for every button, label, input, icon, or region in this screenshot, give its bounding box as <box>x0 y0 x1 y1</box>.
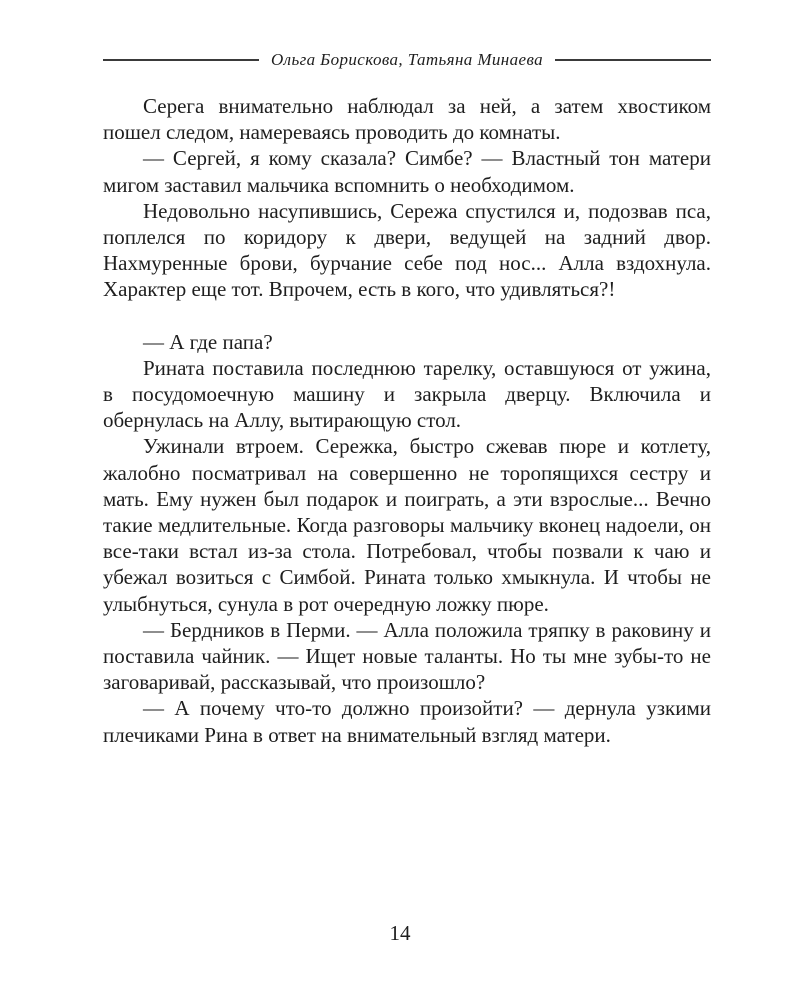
paragraph: — А почему что-то должно произойти? — дернула узкими плечиками Рина в ответ на внимательный взгляд матери. <box>103 696 711 747</box>
header-rule-right <box>555 59 711 61</box>
section-break <box>103 303 711 329</box>
paragraph: Недовольно насупившись, Сережа спустился и, подозвав пса, поплелся по коридору к двери, ведущей на задний двор. Нахмуренные брови, бурчание себе под нос... Алла вздохнула. Характер еще тот. Впрочем, есть в кого, что удивляться?! <box>103 198 711 302</box>
page-number: 14 <box>389 921 411 945</box>
running-head <box>103 48 711 72</box>
paragraph: — Бердников в Перми. — Алла положила тряпку в раковину и поставила чайник. — Ищет новые таланты. Но ты мне зубы-то не заговаривай, рассказывай, что произошло? <box>103 617 711 695</box>
header-rule-left <box>103 59 259 61</box>
text-body <box>103 93 711 748</box>
paragraph: — Сергей, я кому сказала? Симбе? — Властный тон матери мигом заставил мальчика вспомнить о необходимом. <box>103 146 711 197</box>
paragraph: — А где папа? <box>143 329 273 354</box>
paragraph: Серега внимательно наблюдал за ней, а затем хвостиком пошел следом, намереваясь проводить до комнаты. <box>103 94 711 145</box>
paragraph: Ужинали втроем. Сережка, быстро сжевав пюре и котлету, жалобно посматривал на совершенно не торопящихся сестру и мать. Ему нужен был подарок и поиграть, а эти взрослые... Вечно такие медлительные. Когда разговоры мальчику вконец надоели, он все-таки встал из-за стола. Потребовал, чтобы позвали к чаю и убежал возиться с Симбой. Рината только хмыкнула. И чтобы не улыбнуться, сунула в рот очередную ложку пюре. <box>103 434 711 616</box>
paragraph: Рината поставила последнюю тарелку, оставшуюся от ужина, в посудомоечную машину и закрыла дверцу. Включила и обернулась на Аллу, вытирающую стол. <box>103 355 711 433</box>
running-title: Ольга Борискова, Татьяна Минаева <box>270 50 544 69</box>
